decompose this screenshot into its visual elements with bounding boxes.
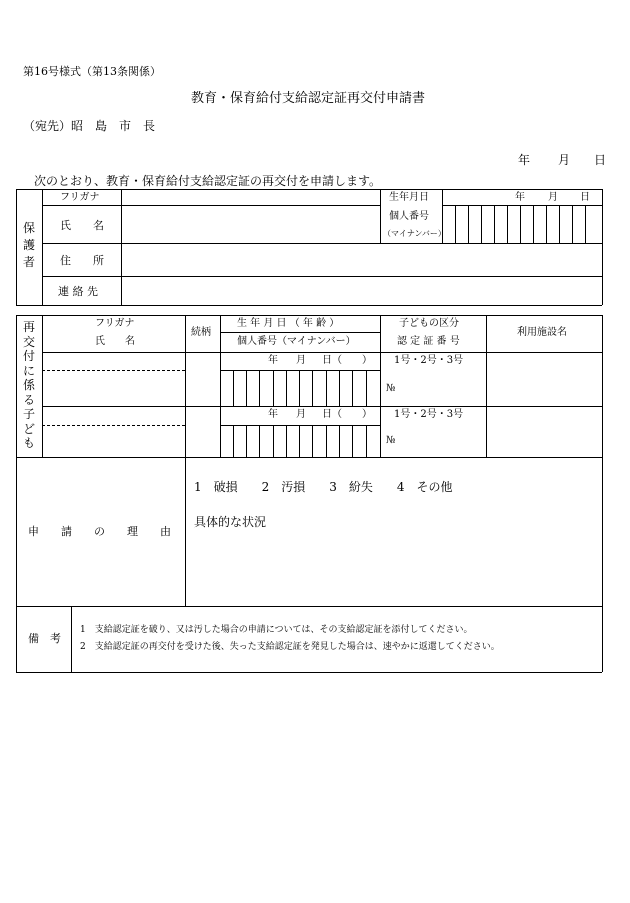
child2-birth-year: 年: [268, 409, 278, 420]
child2-furigana-input[interactable]: [43, 407, 184, 424]
child1-birth-day-age: 日（ ）: [322, 355, 372, 366]
children-cert-no-label: 認 定 証 番 号: [397, 336, 460, 347]
children-birth-age-label: 生 年 月 日 （ 年 齢 ）: [237, 318, 340, 329]
child1-category-options: 1号・2号・3号: [394, 355, 464, 366]
child2-facility-input[interactable]: [487, 407, 601, 456]
application-date[interactable]: [515, 154, 610, 168]
child1-birth-year: 年: [268, 355, 278, 366]
children-name-label: 氏 名: [95, 336, 135, 347]
children-relation-label: 続柄: [191, 327, 211, 338]
remarks-item: 1 支給認定証を破り、又は汚した場合の申請については、その支給認定証を添付してください。: [80, 625, 473, 635]
guardian-furigana-label: フリガナ: [60, 192, 100, 203]
date-day-label: 日: [594, 153, 607, 167]
child1-relation-input[interactable]: [186, 353, 219, 405]
remarks-item: 2 支給認定証の再交付を受けた後、失った支給認定証を発見した場合は、速やかに返還してください。: [80, 642, 500, 652]
reason-detail-input[interactable]: [190, 534, 598, 602]
children-category-label: 子どもの区分: [399, 318, 459, 329]
guardian-furigana-input[interactable]: [122, 190, 379, 204]
guardian-address-input[interactable]: [122, 244, 601, 275]
children-furigana-label: フリガナ: [95, 318, 135, 329]
guardian-birth-year: 年: [515, 192, 525, 203]
child2-personal-no-input[interactable]: [221, 426, 379, 456]
date-year-label: 年: [518, 153, 531, 167]
guardian-birth-day: 日: [580, 192, 590, 203]
guardian-section-label: 保 護 者: [22, 221, 35, 269]
children-section-label: 再 交 付 に 係 る 子 ど も: [22, 320, 35, 450]
child1-name-input[interactable]: [43, 371, 184, 405]
addressee: （宛先）昭 島 市 長: [23, 119, 156, 133]
guardian-address-label: 住 所: [60, 254, 104, 267]
reason-options[interactable]: 1 破損 2 汚損 3 紛失 4 その他: [194, 480, 453, 494]
date-month-label: 月: [558, 153, 571, 167]
guardian-personal-no-label: 個人番号: [389, 211, 429, 222]
guardian-contact-input[interactable]: [122, 277, 601, 304]
child1-furigana-input[interactable]: [43, 353, 184, 369]
child1-facility-input[interactable]: [487, 353, 601, 405]
children-facility-label: 利用施設名: [517, 327, 567, 338]
guardian-name-label: 氏 名: [60, 219, 104, 232]
child2-relation-input[interactable]: [186, 407, 219, 456]
child2-name-input[interactable]: [43, 426, 184, 456]
child2-category-options: 1号・2号・3号: [394, 409, 464, 420]
remarks-label: 備 考: [28, 632, 61, 645]
page-title: 教育・保育給付支給認定証再交付申請書: [191, 91, 426, 106]
form-number: 第16号様式（第13条関係）: [23, 65, 161, 78]
child1-birth-month: 月: [296, 355, 306, 366]
child2-birth-day-age: 日（ ）: [322, 409, 372, 420]
child2-birth-month: 月: [296, 409, 306, 420]
child1-cert-no-label: №: [386, 383, 396, 394]
intro-text: 次のとおり、教育・保育給付支給認定証の再交付を申請します。: [34, 174, 382, 188]
child2-cert-no-label: №: [386, 435, 396, 446]
guardian-personal-no-input[interactable]: [443, 206, 601, 242]
guardian-my-number-label: （マイナンバー）: [383, 229, 446, 238]
reason-detail-label: 具体的な状況: [194, 515, 267, 529]
children-personal-no-label: 個人番号（マイナンバー）: [237, 336, 356, 347]
guardian-name-input[interactable]: [122, 206, 379, 242]
guardian-birthdate-input[interactable]: [443, 190, 601, 204]
child1-personal-no-input[interactable]: [221, 371, 379, 405]
guardian-birthdate-label: 生年月日: [389, 192, 429, 203]
guardian-birth-month: 月: [548, 192, 558, 203]
guardian-contact-label: 連 絡 先: [58, 285, 98, 298]
reason-label: 申 請 の 理 由: [28, 525, 171, 538]
